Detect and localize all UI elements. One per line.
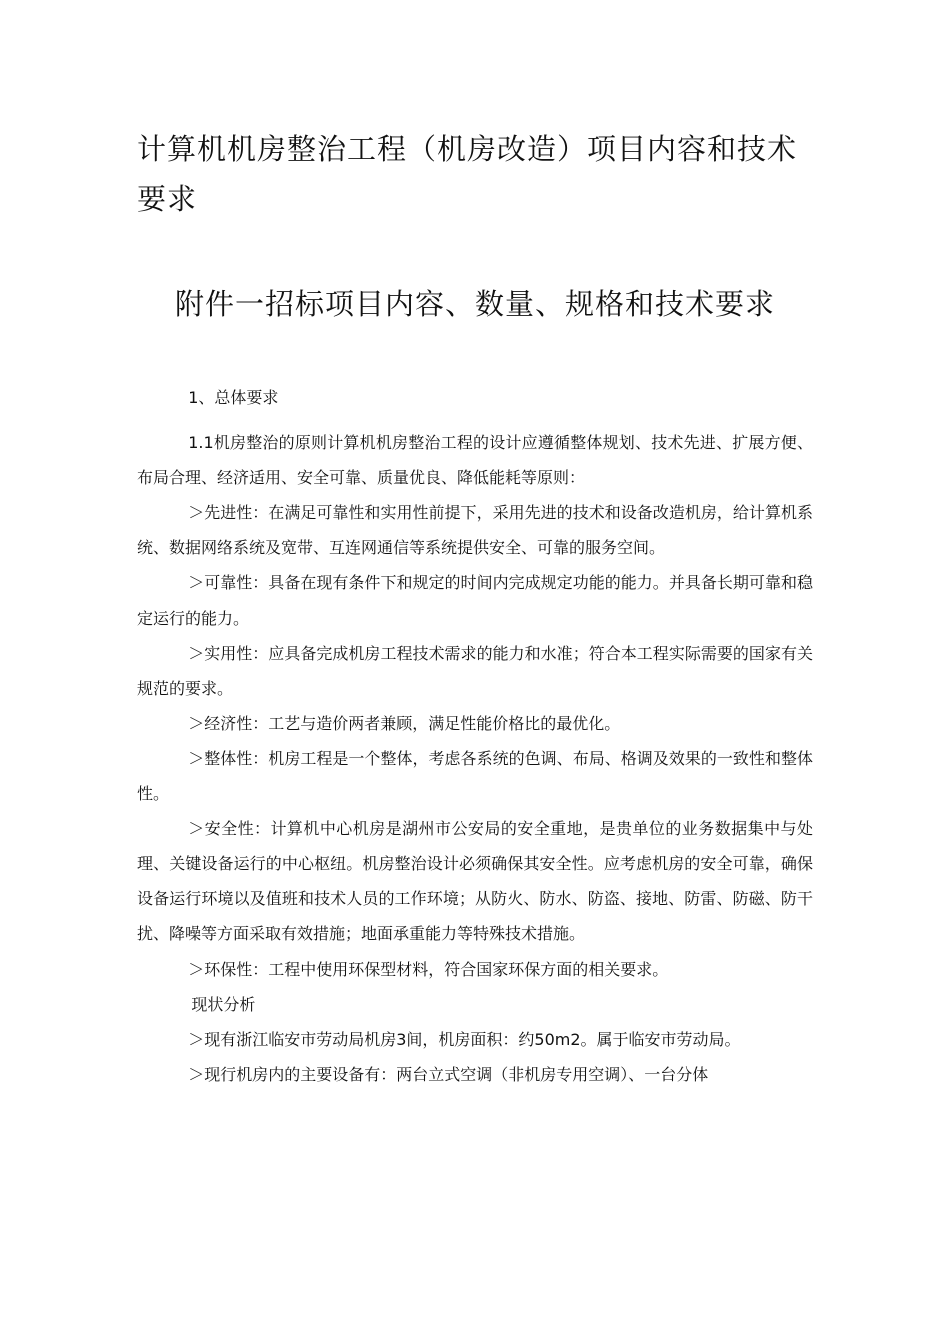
principle-security: [137, 811, 813, 951]
arrow-bullet: ＞: [188, 959, 205, 979]
section-heading: 1、总体要求: [188, 388, 279, 407]
principle-text: 整体性：机房工程是一个整体，考虑各系统的色调、布局、格调及效果的一致性和整体性。: [137, 748, 813, 804]
principle-text: 先进性：在满足可靠性和实用性前提下，采用先进的技术和设备改造机房，给计算机系统、数据网络系统及宽带、互连网通信等系统提供安全、可靠的服务空间。: [137, 503, 813, 558]
principle-practicality: [137, 636, 813, 706]
principle-text: 实用性：应具备完成机房工程技术需求的能力和水准；符合本工程实际需要的国家有关规范的要求。: [137, 643, 813, 698]
arrow-bullet: ＞: [188, 573, 205, 593]
document-body: [137, 380, 813, 1092]
status-text: 现有浙江临安市劳动局机房3间，机房面积：约50m2。属于临安市劳动局。: [204, 1029, 741, 1049]
principle-text: 环保性：工程中使用环保型材料，符合国家环保方面的相关要求。: [204, 959, 669, 979]
principle-environment: [137, 952, 813, 987]
document-title: 计算机机房整治工程（机房改造）项目内容和技术要求: [137, 132, 798, 216]
intro-paragraph: 1.1机房整治的原则计算机机房整治工程的设计应遵循整体规划、技术先进、扩展方便、布局合理、经济适用、安全可靠、质量优良、降低能耗等原则：: [137, 433, 813, 488]
arrow-bullet: ＞: [188, 819, 205, 839]
document-subtitle: 附件一招标项目内容、数量、规格和技术要求: [174, 287, 775, 321]
status-text: 现行机房内的主要设备有：两台立式空调（非机房专用空调）、一台分体: [204, 1064, 709, 1084]
arrow-bullet: ＞: [188, 503, 205, 523]
status-item-rooms: [137, 1022, 813, 1057]
arrow-bullet: ＞: [188, 1029, 205, 1049]
principle-text: 经济性：工艺与造价两者兼顾，满足性能价格比的最优化。: [204, 713, 621, 733]
arrow-bullet: ＞: [188, 643, 205, 663]
arrow-bullet: ＞: [188, 748, 205, 768]
principle-economy: [137, 706, 813, 741]
principle-text: 安全性：计算机中心机房是湖州市公安局的安全重地，是贵单位的业务数据集中与处理、关键设备运行的中心枢纽。机房整治设计必须确保其安全性。应考虑机房的安全可靠，确保设备运行环境以及值班和技术人员的工作环境；从防火、防水、防盗、接地、防雷、防磁、防干扰、降噪等方面采取有效措施；地面承重能力等特殊技术措施。: [137, 819, 813, 944]
arrow-bullet: ＞: [188, 1064, 205, 1084]
status-item-equipment: [137, 1057, 813, 1092]
status-heading: 现状分析: [191, 994, 256, 1014]
principle-reliability: [137, 565, 813, 635]
arrow-bullet: ＞: [188, 713, 205, 733]
principle-integrity: [137, 741, 813, 811]
principle-text: 可靠性：具备在现有条件下和规定的时间内完成规定功能的能力。并具备长期可靠和稳定运行的能力。: [137, 573, 813, 628]
principle-advanced: [137, 495, 813, 565]
